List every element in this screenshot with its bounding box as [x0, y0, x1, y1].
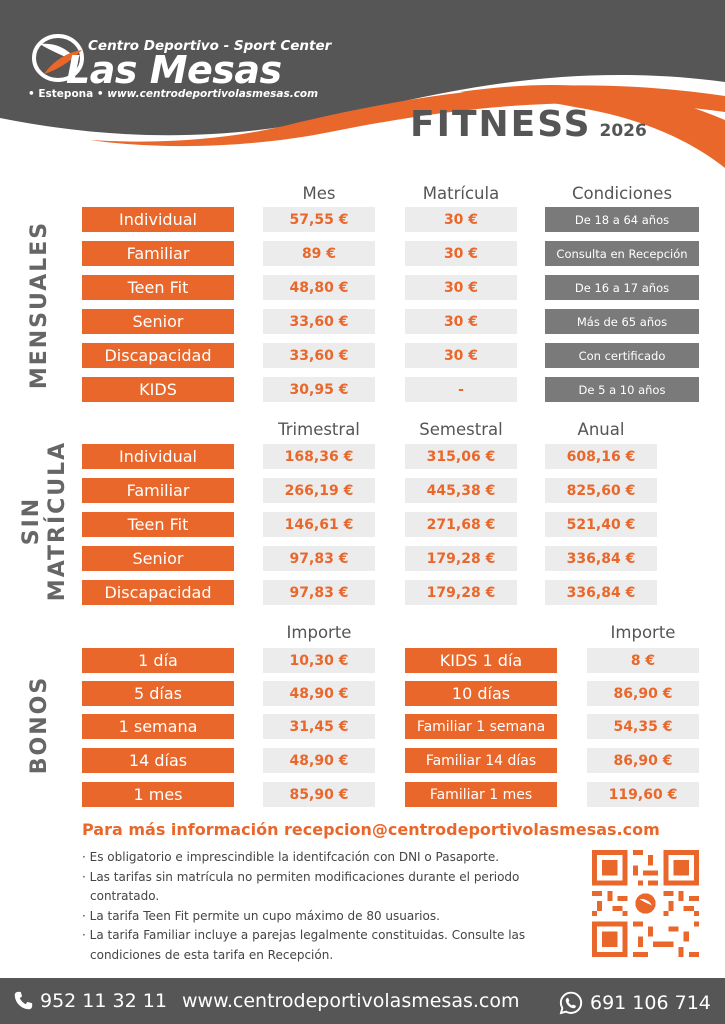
- header-trimestral: Trimestral: [278, 420, 360, 439]
- section-label-sin: SIN: [19, 496, 44, 546]
- header-condiciones: Condiciones: [571, 184, 673, 203]
- bono-price: 10,30 €: [263, 648, 375, 673]
- mensual-matricula-price: 30 €: [405, 207, 517, 232]
- footer-phone-number: 952 11 32 11: [40, 990, 167, 1012]
- mensual-category: KIDS: [82, 377, 234, 402]
- mensual-category: Senior: [82, 309, 234, 334]
- mensual-category: Discapacidad: [82, 343, 234, 368]
- section-label-sin-matricula: [19, 426, 71, 616]
- logo-subline: [28, 88, 318, 100]
- sinmat-anual-price: 336,84 €: [545, 546, 657, 571]
- brand-logo: [26, 30, 332, 105]
- mensual-matricula-price: 30 €: [405, 275, 517, 300]
- bono-name: Familiar 1 mes: [405, 782, 557, 807]
- sinmat-semestral-price: 445,38 €: [405, 478, 517, 503]
- qr-code-icon[interactable]: [592, 850, 699, 957]
- bono-price: 48,90 €: [263, 748, 375, 773]
- sinmat-category: Teen Fit: [82, 512, 234, 537]
- sinmat-semestral-price: 271,68 €: [405, 512, 517, 537]
- note-item: · Las tarifas sin matrícula no permiten modificaciones durante el periodo contratado.: [82, 869, 520, 904]
- bono-price: 48,90 €: [263, 681, 375, 706]
- notes-list: [82, 848, 542, 966]
- sinmat-anual-price: 608,16 €: [545, 444, 657, 469]
- bono-name: Familiar 1 semana: [405, 714, 557, 739]
- header-importe-left: Importe: [286, 623, 352, 642]
- sinmat-category: Discapacidad: [82, 580, 234, 605]
- bono-name: KIDS 1 día: [405, 648, 557, 673]
- header-anual: Anual: [577, 420, 625, 439]
- info-text: Para más información: [82, 820, 279, 839]
- mensual-matricula-price: -: [405, 377, 517, 402]
- bono-name: 5 días: [82, 681, 234, 706]
- sinmat-trimestral-price: 168,36 €: [263, 444, 375, 469]
- header-importe-right: Importe: [610, 623, 676, 642]
- bono-name: 1 día: [82, 648, 234, 673]
- mensual-mes-price: 89 €: [263, 241, 375, 266]
- bono-name: 1 semana: [82, 714, 234, 739]
- bono-price: 86,90 €: [587, 681, 699, 706]
- sinmat-semestral-price: 179,28 €: [405, 580, 517, 605]
- sinmat-category: Individual: [82, 444, 234, 469]
- bono-price: 85,90 €: [263, 782, 375, 807]
- mensual-mes-price: 30,95 €: [263, 377, 375, 402]
- logo-brand-name: Las Mesas: [66, 48, 282, 92]
- mensual-mes-price: 57,55 €: [263, 207, 375, 232]
- footer-website-link[interactable]: www.centrodeportivolasmesas.com: [182, 990, 520, 1012]
- sinmat-anual-price: 825,60 €: [545, 478, 657, 503]
- bono-name: 10 días: [405, 681, 557, 706]
- mensual-matricula-price: 30 €: [405, 241, 517, 266]
- header-semestral: Semestral: [419, 420, 503, 439]
- sinmat-semestral-price: 315,06 €: [405, 444, 517, 469]
- header-matricula: Matrícula: [422, 184, 500, 203]
- sinmat-anual-price: 521,40 €: [545, 512, 657, 537]
- mensual-condiciones: De 18 a 64 años: [545, 207, 699, 232]
- title-year: 2026: [599, 121, 647, 141]
- header-banner: [0, 0, 725, 180]
- sinmat-trimestral-price: 97,83 €: [263, 546, 375, 571]
- info-email-link[interactable]: recepcion@centrodeportivolasmesas.com: [284, 820, 660, 839]
- header-mes: Mes: [302, 184, 336, 203]
- bono-price: 119,60 €: [587, 782, 699, 807]
- footer-whatsapp[interactable]: [558, 990, 711, 1016]
- mensual-condiciones: Con certificado: [545, 343, 699, 368]
- section-label-bonos: BONOS: [27, 675, 52, 775]
- mensual-condiciones: De 16 a 17 años: [545, 275, 699, 300]
- logo-location: • Estepona •: [28, 88, 104, 100]
- sinmat-trimestral-price: 97,83 €: [263, 580, 375, 605]
- mensual-matricula-price: 30 €: [405, 343, 517, 368]
- mensual-mes-price: 48,80 €: [263, 275, 375, 300]
- mensual-condiciones: Más de 65 años: [545, 309, 699, 334]
- sinmat-anual-price: 336,84 €: [545, 580, 657, 605]
- info-line: [82, 820, 660, 839]
- bono-name: 14 días: [82, 748, 234, 773]
- sinmat-category: Familiar: [82, 478, 234, 503]
- footer-phone[interactable]: [12, 990, 167, 1012]
- logo-website: www.centrodeportivolasmesas.com: [107, 88, 319, 100]
- bono-name: 1 mes: [82, 782, 234, 807]
- section-label-mensuales: MENSUALES: [27, 220, 52, 390]
- mensual-mes-price: 33,60 €: [263, 343, 375, 368]
- mensual-category: Familiar: [82, 241, 234, 266]
- note-item: · La tarifa Familiar incluye a parejas legalmente constituidas. Consulte las condiciones de esta tarifa en Recepción.: [82, 928, 526, 962]
- footer-bar: [0, 978, 725, 1024]
- bono-price: 86,90 €: [587, 748, 699, 773]
- bono-price: 54,35 €: [587, 714, 699, 739]
- mensual-mes-price: 33,60 €: [263, 309, 375, 334]
- sinmat-trimestral-price: 266,19 €: [263, 478, 375, 503]
- mensual-condiciones: Consulta en Recepción: [545, 241, 699, 266]
- bono-name: Familiar 14 días: [405, 748, 557, 773]
- bono-price: 31,45 €: [263, 714, 375, 739]
- logo-tagline: Centro Deportivo - Sport Center: [88, 38, 332, 54]
- note-item: · La tarifa Teen Fit permite un cupo máximo de 80 usuarios.: [82, 908, 440, 923]
- title-fitness: FITNESS: [410, 104, 592, 145]
- whatsapp-icon: [558, 990, 584, 1016]
- sinmat-semestral-price: 179,28 €: [405, 546, 517, 571]
- phone-icon: [12, 990, 34, 1012]
- section-label-matricula: MATRÍCULA: [45, 440, 70, 602]
- mensual-matricula-price: 30 €: [405, 309, 517, 334]
- mensual-category: Individual: [82, 207, 234, 232]
- bono-price: 8 €: [587, 648, 699, 673]
- note-item: · Es obligatorio e imprescindible la identifcación con DNI o Pasaporte.: [82, 850, 500, 864]
- mensual-category: Teen Fit: [82, 275, 234, 300]
- sinmat-category: Senior: [82, 546, 234, 571]
- footer-whatsapp-number: 691 106 714: [590, 992, 711, 1014]
- mensual-condiciones: De 5 a 10 años: [545, 377, 699, 402]
- page-title: [410, 104, 647, 145]
- sinmat-trimestral-price: 146,61 €: [263, 512, 375, 537]
